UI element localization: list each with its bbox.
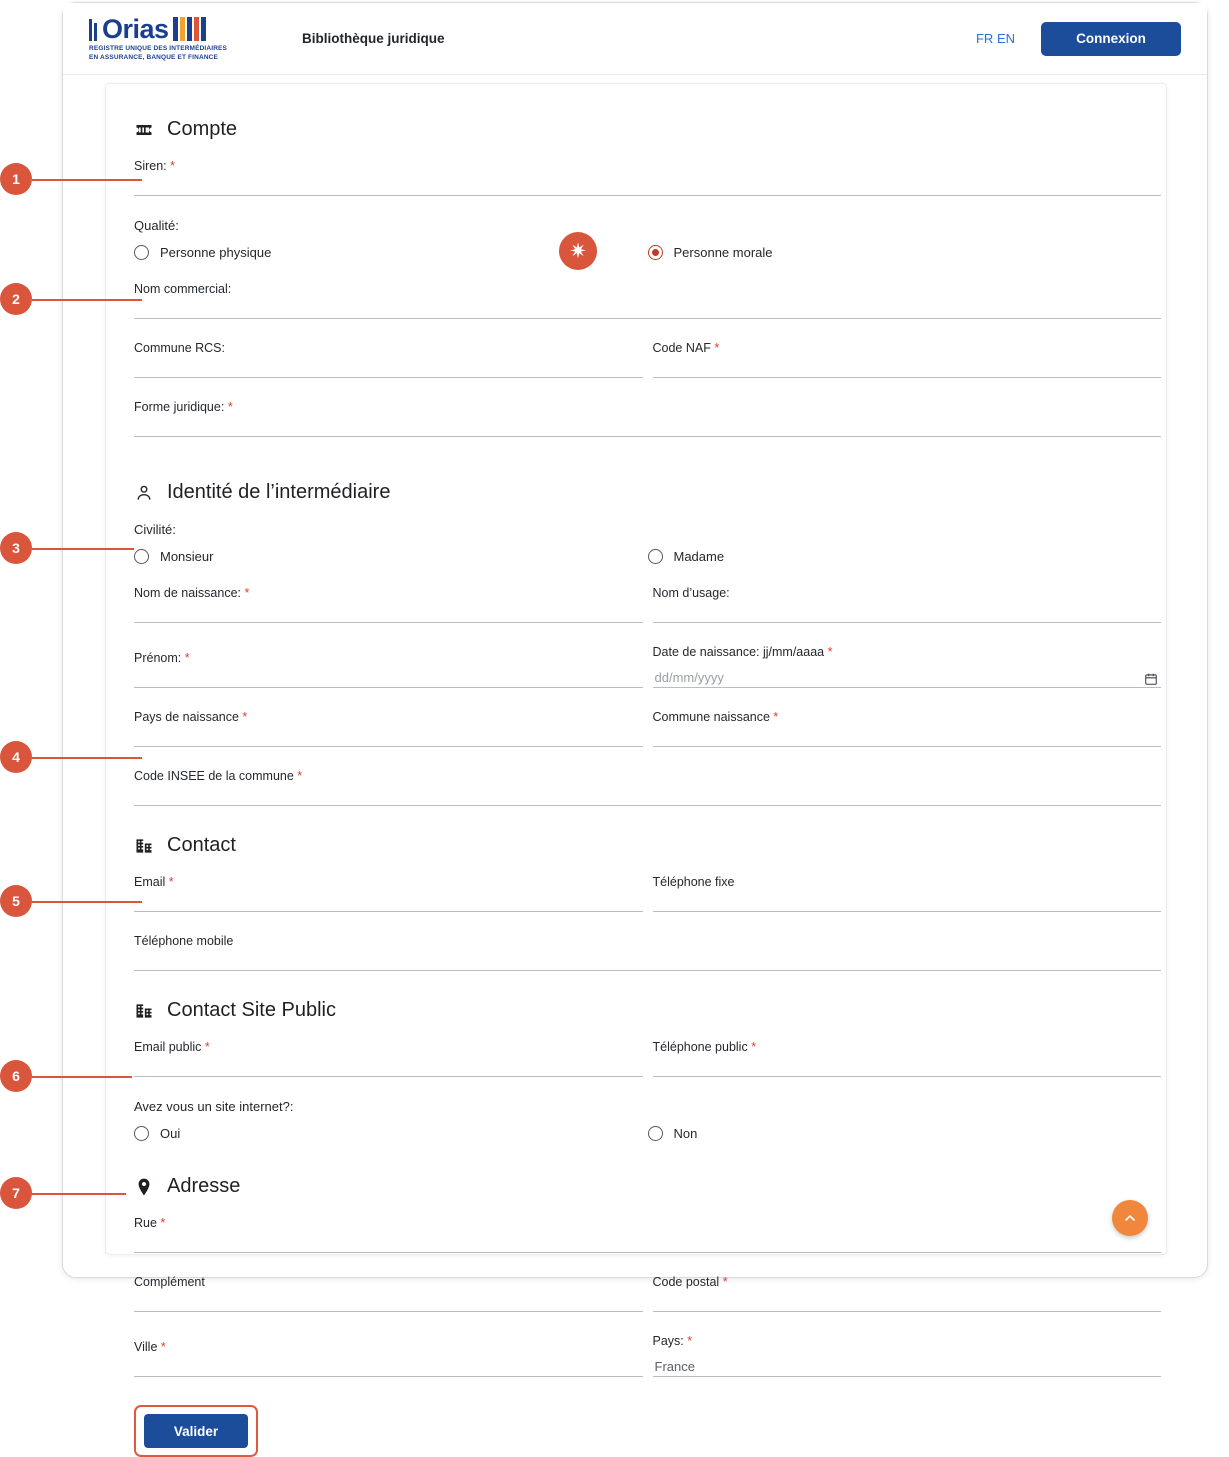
annotation-marker-5: 5 (0, 885, 32, 917)
field-ville (134, 1340, 643, 1377)
label-email-text: Email (134, 875, 166, 889)
label-commune-naissance (653, 710, 1162, 725)
label-commune-naissance-text: Commune naissance (652, 710, 770, 724)
input-complement[interactable] (134, 1294, 643, 1312)
required-marker: * (227, 400, 233, 414)
site-header (63, 3, 1207, 75)
radio-label-personne-morale: Personne morale (673, 245, 773, 260)
section-title-identite: Identité de l’intermédiaire (167, 481, 391, 503)
field-nom-commercial (134, 282, 1161, 319)
annotation-leader-4 (32, 757, 142, 759)
annotation-marker-6: 6 (0, 1060, 32, 1092)
input-telephone-mobile[interactable] (134, 953, 1161, 971)
required-marker: * (714, 341, 720, 355)
input-nom-usage[interactable] (653, 605, 1162, 623)
row-forme-juridique (134, 400, 1161, 437)
label-telephone-public (653, 1040, 1162, 1055)
orias-logo[interactable] (89, 15, 274, 62)
required-marker: * (242, 710, 248, 724)
row-noms (134, 586, 1161, 623)
label-pays-text: Pays: (652, 1334, 684, 1348)
required-marker: * (687, 1334, 693, 1348)
field-nom-naissance (134, 586, 643, 623)
field-telephone-mobile (134, 934, 1161, 971)
label-code-insee (134, 769, 1161, 784)
required-marker: * (168, 875, 174, 889)
field-code-insee (134, 769, 1161, 806)
radio-group-qualite (134, 245, 1161, 260)
input-date-naissance[interactable] (653, 670, 1162, 688)
ticket-icon (134, 120, 154, 140)
input-ville[interactable] (134, 1359, 643, 1377)
language-switcher[interactable] (976, 31, 1015, 46)
label-rue-text: Rue (134, 1216, 157, 1230)
row-email-fixe (134, 875, 1161, 912)
radio-option-personne-morale[interactable] (648, 245, 1162, 260)
label-date-naissance-text: Date de naissance: jj/mm/aaaa (652, 645, 825, 659)
logo-subtitle-line-1: REGISTRE UNIQUE DES INTERMÉDIAIRES (89, 45, 228, 52)
annotation-marker-1: 1 (0, 163, 32, 195)
radio-option-monsieur[interactable] (134, 549, 648, 564)
radio-option-madame[interactable] (648, 549, 1162, 564)
browser-window (62, 2, 1208, 1439)
field-date-naissance (653, 645, 1162, 688)
row-prenom-date (134, 645, 1161, 688)
building-icon (134, 1001, 154, 1021)
input-rue[interactable] (134, 1235, 1161, 1253)
input-pays[interactable] (653, 1359, 1162, 1377)
scroll-to-top-button[interactable] (1112, 1200, 1148, 1236)
row-rcs-naf (134, 341, 1161, 378)
input-nom-commercial[interactable] (134, 301, 1161, 319)
annotation-marker-7: 7 (0, 1177, 32, 1209)
input-commune-rcs[interactable] (134, 360, 643, 378)
annotation-leader-2 (32, 299, 142, 301)
section-header-adresse (134, 1175, 1161, 1198)
label-forme-juridique (134, 400, 1161, 415)
person-icon (134, 483, 154, 503)
field-rue (134, 1216, 1161, 1253)
label-email-public (134, 1040, 643, 1055)
calendar-icon[interactable] (1144, 672, 1158, 686)
label-telephone-fixe: Téléphone fixe (652, 875, 735, 889)
radio-label-oui: Oui (160, 1126, 181, 1141)
label-nom-usage: Nom d’usage: (652, 586, 730, 600)
radio-icon-monsieur[interactable] (134, 549, 149, 564)
login-button[interactable]: Connexion (1041, 22, 1181, 56)
section-title-contact: Contact (167, 834, 236, 856)
field-nom-usage (653, 586, 1162, 623)
radio-icon-personne-physique[interactable] (134, 245, 149, 260)
radio-label-non: Non (673, 1126, 698, 1141)
row-naissance-lieu (134, 710, 1161, 747)
input-email[interactable] (134, 894, 643, 912)
required-marker: * (184, 651, 190, 665)
label-nom-naissance (134, 586, 643, 601)
section-header-identite (134, 481, 1161, 504)
logo-right-bars-icon (173, 17, 208, 41)
label-forme-juridique-text: Forme juridique: (134, 400, 225, 414)
label-prenom-text: Prénom: (134, 651, 182, 665)
label-pays-naissance-text: Pays de naissance (134, 710, 239, 724)
input-telephone-public[interactable] (653, 1059, 1162, 1077)
radio-label-monsieur: Monsieur (160, 549, 214, 564)
field-email-public (134, 1040, 643, 1077)
annotation-marker-4: 4 (0, 741, 32, 773)
field-commune-naissance (653, 710, 1162, 747)
field-telephone-public (653, 1040, 1162, 1077)
label-complement: Complément (134, 1275, 205, 1289)
label-code-naf-text: Code NAF (652, 341, 711, 355)
row-rue (134, 1216, 1161, 1253)
radio-label-personne-physique: Personne physique (160, 245, 272, 260)
app-title: Bibliothèque juridique (302, 31, 445, 46)
label-siren-text: Siren: (134, 159, 167, 173)
input-nom-naissance[interactable] (134, 605, 643, 623)
annotation-leader-6 (32, 1076, 132, 1078)
registration-form (134, 118, 1161, 1457)
row-telephone-mobile (134, 934, 1161, 971)
label-nom-naissance-text: Nom de naissance: (134, 586, 242, 600)
label-code-naf (653, 341, 1162, 356)
label-telephone-mobile: Téléphone mobile (134, 934, 234, 948)
annotation-marker-2: 2 (0, 283, 32, 315)
field-pays (653, 1334, 1162, 1377)
section-header-compte (134, 118, 1161, 141)
label-nom-commercial: Nom commercial: (134, 282, 232, 296)
required-marker: * (244, 586, 250, 600)
row-ville-pays (134, 1334, 1161, 1377)
input-telephone-fixe[interactable] (653, 894, 1162, 912)
label-rue (134, 1216, 1161, 1231)
required-marker: * (751, 1040, 757, 1054)
label-email-public-text: Email public (134, 1040, 202, 1054)
logo-left-bars-icon (89, 17, 99, 41)
field-prenom (134, 651, 643, 688)
section-title-compte: Compte (167, 118, 238, 140)
label-ville (134, 1340, 643, 1355)
required-marker: * (722, 1275, 728, 1289)
required-marker: * (160, 1340, 166, 1354)
label-site-internet: Avez vous un site internet?: (134, 1099, 294, 1114)
label-prenom (134, 651, 643, 666)
form-card (105, 83, 1167, 1439)
required-marker: * (204, 1040, 210, 1054)
label-code-postal-text: Code postal (652, 1275, 720, 1289)
row-contact-public (134, 1040, 1161, 1077)
input-email-public[interactable] (134, 1059, 643, 1077)
lang-fr[interactable]: FR (975, 31, 994, 46)
radio-label-madame: Madame (673, 549, 725, 564)
label-pays (653, 1334, 1162, 1349)
radio-group-civilite (134, 549, 1161, 564)
label-pays-naissance (134, 710, 643, 725)
label-date-naissance (653, 645, 1162, 660)
field-commune-rcs (134, 341, 643, 378)
radio-icon-non[interactable] (648, 1126, 663, 1141)
required-marker: * (297, 769, 303, 783)
input-code-insee[interactable] (134, 788, 1161, 806)
label-ville-text: Ville (134, 1340, 158, 1354)
annotation-leader-5 (32, 901, 142, 903)
header-actions (976, 22, 1181, 56)
radio-icon-personne-morale[interactable] (648, 245, 663, 260)
field-siren (134, 159, 1161, 196)
required-marker: * (773, 710, 779, 724)
label-code-postal (653, 1275, 1162, 1290)
field-complement (134, 1275, 643, 1312)
row-complement-cp (134, 1275, 1161, 1312)
label-code-insee-text: Code INSEE de la commune (134, 769, 294, 783)
validate-button-highlight (134, 1405, 258, 1457)
annotation-marker-3: 3 (0, 532, 32, 564)
annotation-leader-1 (32, 179, 142, 181)
field-code-postal (653, 1275, 1162, 1312)
label-civilite: Civilité: (134, 522, 176, 537)
section-title-adresse: Adresse (167, 1175, 241, 1197)
section-header-contact-public (134, 999, 1161, 1022)
input-commune-naissance[interactable] (653, 729, 1162, 747)
input-code-postal[interactable] (653, 1294, 1162, 1312)
row-siren (134, 159, 1161, 196)
logo-wordmark: Orias (102, 14, 169, 44)
location-pin-icon (134, 1177, 154, 1197)
building-icon (134, 836, 154, 856)
required-marker: * (827, 645, 833, 659)
input-pays-naissance[interactable] (134, 729, 643, 747)
validate-button[interactable]: Valider (144, 1414, 248, 1448)
row-code-insee (134, 769, 1161, 806)
input-code-naf[interactable] (653, 360, 1162, 378)
label-siren (134, 159, 1161, 174)
row-nom-commercial (134, 282, 1161, 319)
annotation-target-star: ✷ (559, 232, 597, 270)
input-prenom[interactable] (134, 670, 643, 688)
field-email (134, 875, 643, 912)
lang-en[interactable]: EN (996, 31, 1015, 46)
radio-option-non[interactable] (648, 1126, 1162, 1141)
radio-option-oui[interactable] (134, 1126, 648, 1141)
radio-icon-madame[interactable] (648, 549, 663, 564)
section-title-contact-public: Contact Site Public (167, 999, 336, 1021)
field-telephone-fixe (653, 875, 1162, 912)
field-forme-juridique (134, 400, 1161, 437)
label-telephone-public-text: Téléphone public (652, 1040, 748, 1054)
field-pays-naissance (134, 710, 643, 747)
input-siren[interactable] (134, 178, 1161, 196)
required-marker: * (160, 1216, 166, 1230)
field-code-naf (653, 341, 1162, 378)
input-forme-juridique[interactable] (134, 419, 1161, 437)
radio-icon-oui[interactable] (134, 1126, 149, 1141)
label-email (134, 875, 643, 890)
chevron-up-icon (1122, 1210, 1138, 1226)
annotation-leader-3 (32, 548, 134, 550)
label-qualite: Qualité: (134, 218, 179, 233)
section-header-contact (134, 834, 1161, 857)
required-marker: * (170, 159, 176, 173)
label-commune-rcs: Commune RCS: (134, 341, 225, 355)
annotation-leader-7 (32, 1193, 126, 1195)
logo-subtitle-line-2: EN ASSURANCE, BANQUE ET FINANCE (89, 54, 219, 61)
radio-group-site-internet (134, 1126, 1161, 1141)
